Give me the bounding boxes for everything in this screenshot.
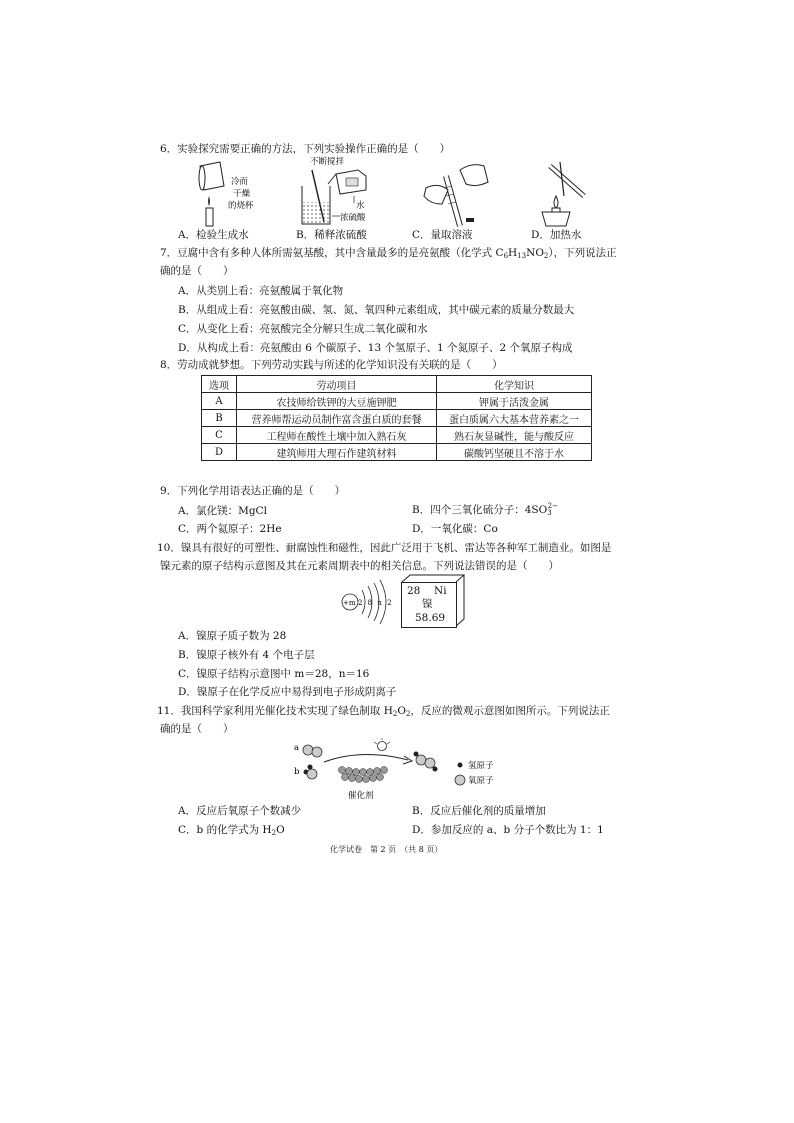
oxygen-atom-icon bbox=[312, 747, 322, 757]
q6-apparatus-figures bbox=[190, 156, 605, 228]
q6-option-a: A．检验生成水 bbox=[178, 229, 249, 241]
oxygen-atom-icon bbox=[303, 745, 313, 755]
q11-option-c: C．b 的化学式为 $H_2O$ bbox=[178, 824, 285, 837]
q7-stem-line1: 7．豆腐中含有多种人体所需氨基酸，其中含量最多的是亮氨酸（化学式 $C_6H_{13}NO_2$），下列说法正 bbox=[160, 247, 617, 260]
q6-label-a3: 的烧杯 bbox=[228, 201, 254, 211]
q8-stem: 8．劳动成就梦想。下列劳动实践与所述的化学知识没有关联的是（ ） bbox=[160, 359, 503, 371]
table-cell: 工程师在酸性土壤中加入熟石灰 bbox=[237, 427, 437, 444]
table-cell: D bbox=[202, 444, 237, 461]
q10-option-d: D．镍原子在化学反应中易得到电子形成阴离子 bbox=[178, 686, 397, 698]
table-cell: 蛋白质属六大基本营养素之一 bbox=[437, 410, 592, 427]
q10-option-c: C．镍原子结构示意图中 m＝28，n＝16 bbox=[178, 668, 370, 680]
q10-option-a: A．镍原子质子数为 28 bbox=[178, 630, 287, 642]
molecule-a-label: a bbox=[294, 743, 300, 753]
q11-option-b: B．反应后催化剂的质量增加 bbox=[412, 805, 546, 817]
q6-label-b-top: 不断搅拌 bbox=[310, 157, 345, 167]
q11-reaction-diagram bbox=[290, 738, 510, 803]
molecule-b-label: b bbox=[294, 767, 300, 777]
q6-label-b-acid: 浓硫酸 bbox=[340, 213, 366, 223]
table-cell: 熟石灰显碱性，能与酸反应 bbox=[437, 427, 592, 444]
light-bulb-icon bbox=[374, 738, 390, 751]
reagent-bottle-icon bbox=[328, 170, 366, 194]
catalyst-surface-icon bbox=[339, 767, 388, 783]
oxygen-atom-icon bbox=[307, 769, 317, 779]
table-cell: B bbox=[202, 410, 237, 427]
q6-label-a1: 冷而 bbox=[231, 177, 249, 187]
periodic-cell-3d-edge bbox=[401, 574, 465, 627]
table-cell: A bbox=[202, 393, 237, 410]
q6-label-b-water: 水 bbox=[356, 201, 365, 211]
reaction-arrow-icon bbox=[324, 754, 408, 762]
q7-option-d: D．从构成上看：亮氨酸由 6 个碳原子、13 个氢原子、1 个氮原子、2 个氧原子构成 bbox=[178, 342, 573, 354]
atomic-number: 28 bbox=[407, 585, 421, 597]
nucleus-label: +m bbox=[343, 599, 356, 607]
electron-shells-label: 2 8 n 2 bbox=[358, 599, 394, 607]
element-symbol: Ni bbox=[434, 585, 447, 597]
test-tube-icon bbox=[550, 166, 584, 196]
q11-stem-line1: 11．我国科学家利用光催化技术实现了绿色制取 $H_2O_2$，反应的微观示意图如图所示。下列说法正 bbox=[157, 705, 610, 718]
q11-option-a: A．反应后氧原子个数减少 bbox=[178, 805, 302, 817]
hand-holding-bottle-icon bbox=[424, 165, 488, 204]
q11-stem-line2: 确的是（ ） bbox=[160, 723, 234, 735]
q10-option-b: B．镍原子核外有 4 个电子层 bbox=[178, 649, 315, 661]
q9-option-b: B．四个三氧化硫分子：$4SO_3^{2-}$ bbox=[412, 502, 558, 517]
beaker-icon bbox=[302, 186, 330, 224]
q6-label-a2: 干燥 bbox=[233, 189, 251, 199]
q6-option-d: D．加热水 bbox=[531, 229, 582, 241]
q7-option-c: C．从变化上看：亮氨酸完全分解只生成二氧化碳和水 bbox=[178, 323, 428, 335]
hydrogen-atom-icon bbox=[308, 765, 313, 770]
table-row bbox=[202, 393, 592, 410]
graduated-cylinder-icon bbox=[444, 176, 460, 226]
inverted-beaker-icon bbox=[199, 162, 224, 190]
table-cell: 营养师帮运动员制作富含蛋白质的套餐 bbox=[237, 410, 437, 427]
element-name: 镍 bbox=[422, 598, 433, 610]
page-footer: 化学试卷 第 2 页 （共 8 页） bbox=[330, 845, 443, 854]
h2o2-product-molecule-icon bbox=[414, 752, 438, 772]
table-header: 选项 bbox=[202, 376, 237, 393]
legend-oxygen-label: 氧原子 bbox=[468, 776, 494, 786]
legend-hydrogen-label: 氢原子 bbox=[468, 761, 494, 771]
table-row bbox=[202, 444, 592, 461]
table-header: 化学知识 bbox=[437, 376, 592, 393]
hydrogen-legend-icon bbox=[458, 763, 463, 768]
catalyst-label: 催化剂 bbox=[348, 791, 374, 801]
candle-icon bbox=[206, 196, 213, 226]
q7-option-a: A．从类别上看：亮氨酸属于氧化物 bbox=[178, 285, 344, 297]
q9-option-d: D．一氧化碳：Co bbox=[412, 523, 498, 535]
table-cell: 钾属于活泼金属 bbox=[437, 393, 592, 410]
atomic-mass: 58.69 bbox=[415, 612, 446, 624]
table-header-row bbox=[202, 376, 592, 393]
q6-option-c: C．量取溶液 bbox=[412, 229, 473, 241]
q8-table bbox=[201, 375, 592, 461]
q10-stem-line2: 镍元素的原子结构示意图及其在元素周期表中的相关信息。下列说法错误的是（ ） bbox=[160, 560, 559, 572]
q7-option-b: B．从组成上看：亮氨酸由碳、氢、氮、氧四种元素组成，其中碳元素的质量分数最大 bbox=[178, 304, 575, 316]
q6-stem: 6．实验探究需要正确的方法，下列实验操作正确的是（ ） bbox=[160, 143, 451, 155]
table-row bbox=[202, 427, 592, 444]
q9-option-a: A．氯化镁：MgCl bbox=[178, 505, 267, 517]
q9-option-c: C．两个氦原子：2He bbox=[178, 523, 282, 535]
table-cell: 农技师给铁钾的大豆施钾肥 bbox=[237, 393, 437, 410]
table-row bbox=[202, 410, 592, 427]
q9-stem: 9．下列化学用语表达正确的是（ ） bbox=[160, 485, 346, 497]
oxygen-legend-icon bbox=[455, 775, 465, 785]
q11-option-d: D．参加反应的 a、b 分子个数比为 1：1 bbox=[412, 824, 604, 836]
q6-option-b: B．稀释浓硫酸 bbox=[296, 229, 367, 241]
q10-stem-line1: 10．镍具有很好的可塑性、耐腐蚀性和磁性，因此广泛用于飞机、雷达等各种军工制造业。如图是 bbox=[157, 542, 612, 554]
stopper-icon bbox=[466, 218, 474, 222]
table-cell: 建筑师用大理石作建筑材料 bbox=[237, 444, 437, 461]
q7-stem-line2: 确的是（ ） bbox=[160, 265, 234, 277]
table-cell: C bbox=[202, 427, 237, 444]
table-header: 劳动项目 bbox=[237, 376, 437, 393]
table-cell: 碳酸钙坚硬且不溶于水 bbox=[437, 444, 592, 461]
alcohol-lamp-icon bbox=[542, 196, 570, 226]
